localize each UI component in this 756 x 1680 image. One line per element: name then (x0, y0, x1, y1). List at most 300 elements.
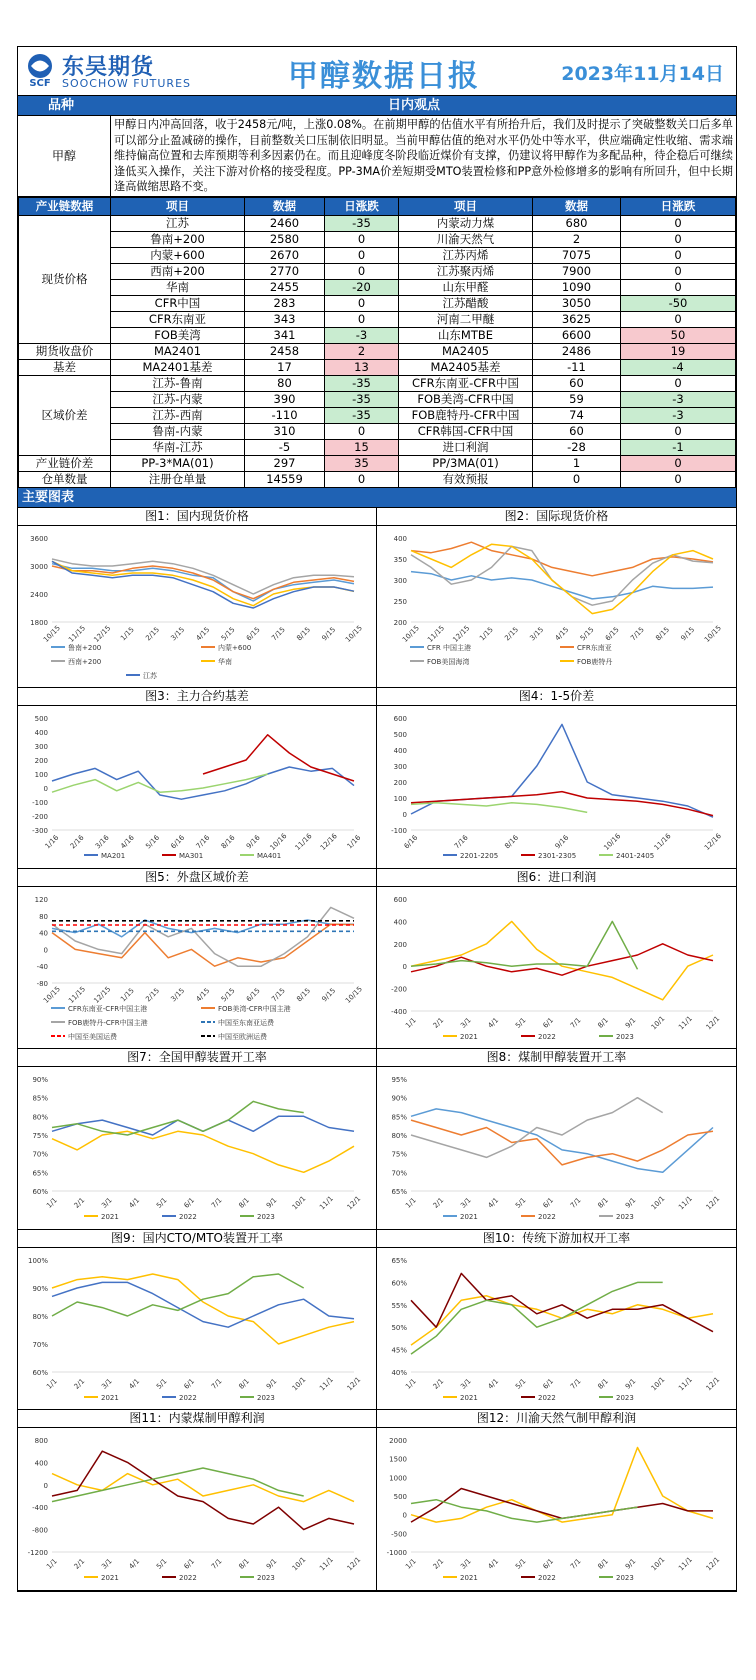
y-tick-label: -1000 (386, 1549, 407, 1557)
item-value: 3625 (533, 311, 621, 327)
x-tick-label: 10/15 (344, 984, 364, 1005)
item-name: MA2405 (399, 343, 533, 359)
x-tick-label: 3/15 (169, 986, 187, 1003)
legend-label: 2401-2405 (616, 852, 655, 860)
item-change: 0 (621, 215, 736, 231)
x-tick-label: 12/1 (704, 1014, 722, 1031)
item-change: -20 (325, 279, 399, 295)
y-tick-label: 75% (391, 1150, 407, 1159)
group-label: 现货价格 (19, 215, 111, 343)
table-row (19, 423, 736, 439)
x-tick-label: 9/15 (320, 625, 338, 642)
item-value: 60 (533, 423, 621, 439)
report-header (18, 47, 736, 96)
table-row (19, 247, 736, 263)
y-tick-label: 90% (391, 1094, 407, 1103)
x-tick-label: 7/1 (209, 1557, 224, 1571)
legend-label: 2021 (460, 1032, 478, 1041)
legend-label: MA401 (257, 852, 282, 860)
chart-panel (18, 1049, 377, 1230)
x-tick-label: 5/1 (514, 1015, 528, 1030)
series-line (411, 1109, 713, 1172)
chart-svg (377, 887, 735, 1049)
item-change: -35 (325, 215, 399, 231)
chart-panel (377, 1049, 736, 1230)
y-tick-label: 60% (32, 1368, 48, 1377)
series-line (411, 1282, 663, 1354)
x-tick-label: 11/1 (318, 1555, 335, 1573)
chart-svg (18, 1248, 376, 1410)
legend-label: 2022 (179, 1393, 197, 1402)
series-line (411, 571, 713, 598)
chart-svg (377, 526, 735, 688)
item-change: 0 (621, 455, 736, 471)
item-name: 鲁南-内蒙 (111, 423, 245, 439)
item-value: 2770 (245, 263, 325, 279)
chart-title: 图2：国际现货价格 (377, 508, 736, 526)
y-tick-label: -800 (32, 1526, 48, 1535)
x-tick-label: 3/1 (459, 1015, 473, 1030)
y-tick-label: 500 (34, 715, 48, 723)
x-tick-label: 10/1 (290, 1375, 308, 1392)
legend-label: CFR 中国主港 (427, 643, 472, 652)
x-tick-label: 7/15 (270, 986, 287, 1003)
chart-title: 图9：国内CTO/MTO装置开工率 (18, 1230, 376, 1248)
chart-panel (18, 508, 377, 689)
item-change: 0 (621, 247, 736, 263)
x-tick-label: 11/1 (318, 1375, 335, 1392)
y-tick-label: 40 (39, 929, 48, 938)
y-tick-label: 70% (32, 1340, 48, 1349)
chart-panel (377, 1230, 736, 1411)
item-name: MA2405基差 (399, 359, 533, 375)
series-line (411, 1273, 713, 1331)
x-tick-label: 5/15 (578, 625, 596, 642)
item-change: 0 (325, 311, 399, 327)
series-line (411, 1500, 638, 1522)
table-row (19, 343, 736, 359)
item-change: 0 (621, 279, 736, 295)
x-tick-label: 5/1 (514, 1376, 528, 1391)
x-tick-label: 8/1 (237, 1196, 251, 1210)
item-name: 有效预报 (399, 471, 533, 487)
item-change: 0 (325, 471, 399, 487)
item-value: -110 (245, 407, 325, 423)
x-tick-label: 11/15 (67, 623, 88, 644)
x-tick-label: 3/1 (459, 1557, 473, 1571)
charts-section-bar (18, 488, 736, 508)
x-tick-label: 10/15 (344, 623, 364, 644)
x-tick-label: 5/1 (514, 1196, 528, 1210)
item-change: -35 (325, 391, 399, 407)
chart-title: 图8：煤制甲醇装置开工率 (377, 1049, 736, 1067)
item-value: 14559 (245, 471, 325, 487)
y-tick-label: 0 (402, 1511, 407, 1520)
item-change: -35 (325, 375, 399, 391)
x-tick-label: 10/16 (602, 832, 623, 852)
legend-label: 2201-2205 (460, 852, 499, 860)
y-tick-label: 65% (32, 1169, 48, 1178)
group-label: 产业链价差 (19, 455, 111, 471)
legend-label: 2023 (616, 1393, 634, 1402)
y-tick-label: 65% (391, 1256, 407, 1265)
item-name: 内蒙+600 (111, 247, 245, 263)
y-tick-label: 200 (34, 757, 48, 765)
table-row (19, 311, 736, 327)
x-tick-label: 1/15 (119, 625, 136, 642)
item-name: 川渝天然气 (399, 231, 533, 247)
y-tick-label: 45% (391, 1346, 407, 1355)
legend-label: 2022 (538, 1032, 556, 1041)
x-tick-label: 9/1 (264, 1376, 279, 1391)
group-label: 区域价差 (19, 375, 111, 455)
x-tick-label: 4/1 (486, 1376, 501, 1391)
x-tick-label: 12/15 (451, 623, 472, 644)
table-header-cell: 产业链数据 (19, 197, 111, 215)
y-tick-label: 250 (393, 597, 407, 606)
x-tick-label: 12/1 (345, 1555, 363, 1573)
legend-label: 2022 (179, 1213, 197, 1221)
table-row (19, 391, 736, 407)
x-tick-label: 5/1 (155, 1196, 169, 1210)
item-change: 0 (325, 231, 399, 247)
series-line (52, 774, 268, 792)
y-tick-label: 200 (393, 618, 407, 627)
y-tick-label: -400 (32, 1504, 48, 1513)
chart-svg (377, 1248, 735, 1410)
x-tick-label: 6/16 (402, 833, 420, 851)
y-tick-label: 350 (393, 555, 407, 564)
x-tick-label: 12/1 (704, 1194, 722, 1212)
x-tick-label: 8/16 (503, 833, 521, 851)
y-tick-label: 90% (32, 1076, 48, 1084)
item-change: -3 (621, 407, 736, 423)
x-tick-label: 11/1 (677, 1555, 694, 1573)
table-row (19, 407, 736, 423)
x-tick-label: 8/1 (596, 1196, 610, 1210)
x-tick-label: 1/1 (45, 1557, 59, 1571)
y-tick-label: 400 (393, 747, 407, 755)
x-tick-label: 1/1 (404, 1557, 418, 1571)
charts-grid (18, 508, 736, 1591)
x-tick-label: 6/1 (541, 1196, 556, 1210)
y-tick-label: 0 (43, 785, 48, 793)
table-row (19, 279, 736, 295)
x-tick-label: 7/1 (568, 1557, 583, 1571)
x-tick-label: 4/16 (119, 833, 136, 851)
y-tick-label: 2400 (30, 590, 48, 599)
x-tick-label: 7/1 (568, 1196, 583, 1210)
item-value: 343 (245, 311, 325, 327)
y-tick-label: 80% (391, 1132, 407, 1140)
legend-label: CFR东南亚-CFR中国主港 (68, 1004, 148, 1013)
legend-label: 2023 (616, 1213, 634, 1221)
y-tick-label: 200 (393, 779, 407, 787)
x-tick-label: 9/1 (623, 1376, 638, 1391)
item-value: 3050 (533, 295, 621, 311)
item-value: -5 (245, 439, 325, 455)
y-tick-label: -500 (391, 1530, 407, 1539)
x-tick-label: 4/1 (486, 1196, 501, 1210)
y-tick-label: 0 (402, 962, 407, 971)
x-tick-label: 8/15 (295, 625, 313, 642)
y-tick-label: 80 (39, 912, 48, 921)
y-tick-label: 100 (393, 795, 407, 803)
x-tick-label: 8/15 (295, 986, 313, 1003)
x-tick-label: 6/1 (541, 1557, 556, 1571)
x-tick-label: 8/16 (219, 833, 237, 851)
item-value: 7900 (533, 263, 621, 279)
x-tick-label: 7/15 (270, 625, 287, 642)
table-header-cell: 项目 (111, 197, 245, 215)
table-row (19, 471, 736, 487)
y-tick-label: 55% (391, 1301, 407, 1310)
y-tick-label: 75% (32, 1132, 48, 1140)
item-name: 江苏-西南 (111, 407, 245, 423)
legend-label: 鲁南+200 (68, 643, 102, 652)
item-name: 华南 (111, 279, 245, 295)
table-row (19, 439, 736, 455)
legend-label: FOB美国海湾 (427, 657, 470, 666)
chart-panel (377, 688, 736, 869)
y-tick-label: 80% (32, 1113, 48, 1122)
item-name: PP-3*MA(01) (111, 455, 245, 471)
x-tick-label: 4/1 (127, 1557, 142, 1571)
legend-label: 2022 (179, 1574, 197, 1582)
item-name: 西南+200 (111, 263, 245, 279)
chart-panel (18, 1410, 377, 1591)
legend-label: 2021 (101, 1213, 119, 1221)
data-table (18, 197, 736, 488)
chart-title: 图11：内蒙煤制甲醇利润 (18, 1410, 376, 1428)
item-value: -28 (533, 439, 621, 455)
item-change: 35 (325, 455, 399, 471)
x-tick-label: 12/16 (318, 832, 339, 852)
series-line (411, 724, 713, 817)
chart-panel (377, 1410, 736, 1591)
chart-title: 图12：川渝天然气制甲醇利润 (377, 1410, 736, 1428)
legend-label: 西南+200 (68, 657, 102, 666)
item-value: 2 (533, 231, 621, 247)
item-change: 0 (621, 263, 736, 279)
group-label: 期货收盘价 (19, 343, 111, 359)
y-tick-label: -100 (391, 827, 407, 835)
y-tick-label: -1200 (27, 1549, 48, 1557)
chart-title: 图5：外盘区域价差 (18, 869, 376, 887)
x-tick-label: 5/1 (155, 1376, 169, 1391)
item-change: -3 (621, 391, 736, 407)
item-change: 0 (325, 423, 399, 439)
item-value: 2580 (245, 231, 325, 247)
x-tick-label: 1/15 (119, 986, 136, 1003)
x-tick-label: 11/1 (318, 1194, 335, 1212)
legend-label: 中国至美国运费 (68, 1032, 117, 1041)
x-tick-label: 2/15 (144, 625, 162, 642)
x-tick-label: 11/15 (426, 623, 447, 644)
item-change: -4 (621, 359, 736, 375)
legend-label: 2021 (101, 1574, 119, 1582)
x-tick-label: 2/16 (68, 833, 86, 851)
x-tick-label: 4/15 (194, 986, 212, 1003)
item-name: 河南二甲醚 (399, 311, 533, 327)
chart-panel (18, 688, 377, 869)
x-tick-label: 5/1 (155, 1557, 169, 1571)
chart-panel (18, 869, 377, 1050)
y-tick-label: 400 (34, 1459, 48, 1468)
x-tick-label: 11/16 (652, 832, 673, 852)
chart-panel (377, 869, 736, 1050)
x-tick-label: 10/1 (649, 1375, 667, 1392)
view-product: 甲醇 (18, 116, 111, 196)
series-line (52, 767, 354, 799)
legend-label: 中国至欧洲运费 (218, 1032, 267, 1041)
item-name: MA2401基差 (111, 359, 245, 375)
company-name-en: SOOCHOW FUTURES (62, 77, 192, 90)
x-tick-label: 6/15 (244, 625, 262, 642)
y-tick-label: 600 (393, 715, 407, 723)
chart-title: 图4：1-5价差 (377, 688, 736, 706)
item-value: 1090 (533, 279, 621, 295)
series-line (52, 1101, 304, 1135)
x-tick-label: 9/16 (244, 833, 262, 851)
chart-svg (377, 1428, 735, 1590)
item-name: 山东甲醛 (399, 279, 533, 295)
y-tick-label: -100 (32, 799, 48, 807)
series-line (52, 1116, 354, 1135)
item-name: 注册仓单量 (111, 471, 245, 487)
y-tick-label: 300 (393, 763, 407, 771)
table-header-cell: 项目 (399, 197, 533, 215)
x-tick-label: 10/15 (42, 984, 62, 1005)
y-tick-label: 0 (43, 945, 48, 954)
x-tick-label: 12/16 (703, 832, 723, 852)
item-value: 283 (245, 295, 325, 311)
item-name: CFR东南亚 (111, 311, 245, 327)
item-change: 0 (325, 295, 399, 311)
legend-label: 2023 (616, 1032, 634, 1041)
y-tick-label: 0 (43, 1481, 48, 1490)
x-tick-label: 6/15 (603, 625, 621, 642)
item-change: 0 (621, 471, 736, 487)
y-tick-label: 120 (34, 895, 48, 904)
legend-label: 2021 (460, 1393, 478, 1402)
chart-svg (18, 887, 376, 1049)
x-tick-label: 9/1 (264, 1196, 279, 1210)
x-tick-label: 10/1 (649, 1194, 667, 1212)
item-value: 390 (245, 391, 325, 407)
legend-label: 2022 (538, 1574, 556, 1582)
item-change: 0 (621, 231, 736, 247)
legend-label: 2021 (460, 1574, 478, 1582)
legend-label: 2023 (257, 1393, 275, 1402)
logo-letters: SCF (29, 78, 51, 87)
legend-label: FOB鹿特丹-CFR中国主港 (68, 1018, 148, 1027)
y-tick-label: -200 (391, 985, 407, 994)
y-tick-label: 70% (32, 1150, 48, 1159)
x-tick-label: 2/1 (72, 1196, 87, 1210)
x-tick-label: 3/1 (459, 1196, 473, 1210)
item-name: 内蒙动力煤 (399, 215, 533, 231)
x-tick-label: 3/15 (169, 625, 187, 642)
y-tick-label: 600 (393, 895, 407, 904)
x-tick-label: 2/15 (144, 986, 162, 1003)
item-change: 0 (325, 247, 399, 263)
item-name: 鲁南+200 (111, 231, 245, 247)
table-header-cell: 数据 (245, 197, 325, 215)
y-tick-label: -400 (391, 1007, 407, 1016)
chart-svg (377, 706, 735, 868)
y-tick-label: 60% (32, 1188, 48, 1196)
item-value: 680 (533, 215, 621, 231)
item-name: CFR韩国-CFR中国 (399, 423, 533, 439)
y-tick-label: 50% (391, 1323, 407, 1332)
view-bar-product: 品种 (48, 98, 75, 113)
x-tick-label: 12/1 (704, 1555, 722, 1573)
x-tick-label: 12/15 (92, 623, 113, 644)
x-tick-label: 5/15 (219, 986, 237, 1003)
x-tick-label: 7/15 (629, 625, 646, 642)
x-tick-label: 11/16 (293, 832, 314, 852)
legend-label: 2021 (101, 1393, 119, 1402)
x-tick-label: 10/1 (649, 1014, 667, 1031)
chart-svg (377, 1067, 735, 1229)
item-value: 310 (245, 423, 325, 439)
x-tick-label: 1/1 (404, 1376, 418, 1391)
x-tick-label: 5/1 (514, 1557, 528, 1571)
table-header-row (19, 197, 736, 215)
x-tick-label: 7/1 (209, 1196, 224, 1210)
x-tick-label: 11/1 (677, 1014, 694, 1031)
chart-svg (18, 706, 376, 868)
chart-title: 图3：主力合约基差 (18, 688, 376, 706)
item-value: 80 (245, 375, 325, 391)
x-tick-label: 9/16 (553, 833, 571, 851)
x-tick-label: 1/16 (345, 833, 363, 851)
series-line (411, 943, 713, 974)
item-value: -11 (533, 359, 621, 375)
legend-label: MA301 (179, 852, 204, 860)
x-tick-label: 2/1 (431, 1015, 446, 1030)
legend-label: FOB美湾-CFR中国主港 (218, 1004, 291, 1013)
y-tick-label: 1000 (389, 1474, 407, 1483)
x-tick-label: 8/15 (654, 625, 672, 642)
chart-panel (377, 508, 736, 689)
item-value: 297 (245, 455, 325, 471)
x-tick-label: 9/1 (623, 1196, 638, 1210)
report-page (17, 46, 737, 1592)
x-tick-label: 8/1 (596, 1015, 610, 1030)
x-tick-label: 4/15 (194, 625, 212, 642)
item-change: 0 (621, 375, 736, 391)
table-row (19, 263, 736, 279)
x-tick-label: 11/15 (67, 984, 88, 1005)
item-name: 进口利润 (399, 439, 533, 455)
y-tick-label: 80% (32, 1312, 48, 1321)
x-tick-label: 9/1 (623, 1557, 638, 1571)
item-change: 13 (325, 359, 399, 375)
y-tick-label: -300 (32, 827, 48, 835)
group-label: 基差 (19, 359, 111, 375)
y-tick-label: 2000 (389, 1437, 407, 1445)
chart-svg (18, 526, 376, 688)
charts-bar-title: 主要图表 (22, 489, 75, 505)
x-tick-label: 12/1 (704, 1375, 722, 1392)
y-tick-label: 3600 (30, 534, 48, 543)
x-tick-label: 1/1 (45, 1196, 59, 1210)
y-tick-label: 800 (34, 1437, 48, 1445)
item-name: 江苏 (111, 215, 245, 231)
table-header-cell: 数据 (533, 197, 621, 215)
